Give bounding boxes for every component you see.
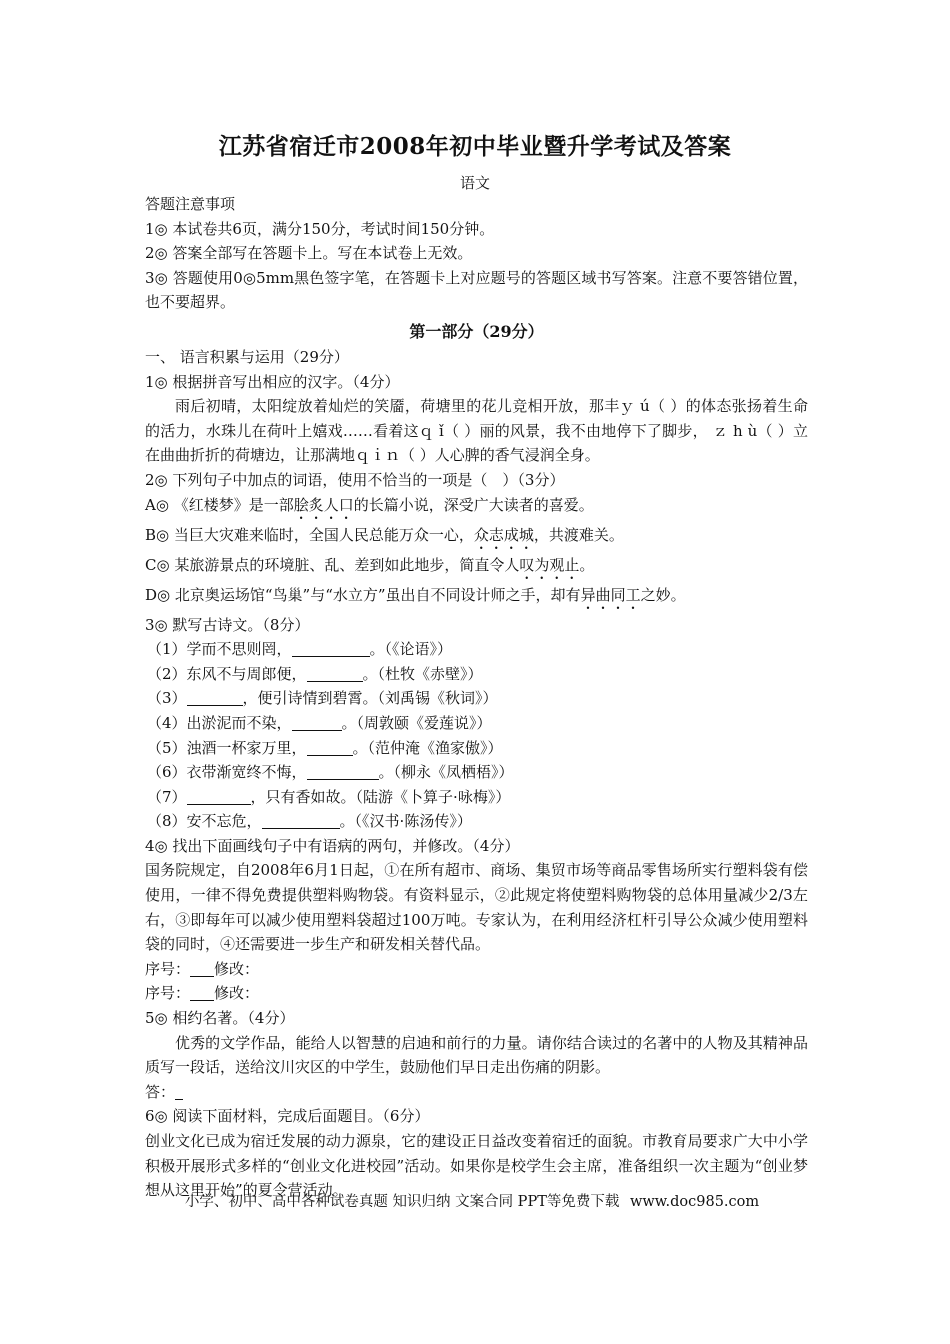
q3-8-text: （8）安不忘危， [147,812,262,831]
part-one-heading: 第一部分（29分） [409,321,544,341]
q2-option-d [145,583,808,613]
q2-stem: 2◎ 下列句子中加点的词语，使用不恰当的一项是（ ）（3分） [145,470,565,489]
q5-answer-row [145,1080,808,1105]
q3-1-blank[interactable] [292,640,370,657]
q4-seq-blank[interactable] [190,984,214,1001]
exam-body [145,192,808,1203]
q3-2-blank[interactable] [307,665,363,682]
q3-7-source: ，只有香如故。（陆游《卜算子·咏梅》） [250,787,511,806]
q2-a-tail: 的长篇小说，深受广大读者的喜爱。 [353,495,594,514]
q4-fix-label: 修改： [214,959,260,978]
q3-5-text: （5）浊酒一杯家万里， [147,738,307,757]
q4-answer-row-1 [145,957,808,982]
q3-6-blank[interactable] [307,763,379,780]
q1-stem: 1◎ 根据拼音写出相应的汉字。（4分） [145,372,400,391]
q5-passage: 优秀的文学作品，能给人以智慧的启迪和前行的力量。请你结合读过的名著中的人物及其精神品质写一段话，送给汶川灾区的中学生，鼓励他们早日走出伤痛的阴影。 [145,1033,808,1077]
q3-line-8 [145,809,808,834]
q2-a-dotted: 脍炙人口 [293,495,354,514]
q3-2-source: 。（杜牧《赤壁》） [362,664,483,683]
q2-c-text: C◎ 某旅游景点的环境脏、乱、差到如此地步，简直令人 [145,555,520,574]
q3-5-source: 。（范仲淹《渔家傲》） [352,738,503,757]
q3-8-source: 。（《汉书·陈汤传》） [339,812,472,831]
q6-stem: 6◎ 阅读下面材料，完成后面题目。（6分） [145,1107,430,1126]
q6-passage: 创业文化已成为宿迁发展的动力源泉，它的建设正日益改变着宿迁的面貌。市教育局要求广大中小学积极开展形式多样的“创业文化进校园”活动。如果你是校学生会主席，准备组织一次主题为“创业梦想从这里开始”的夏令营活动。 [145,1132,808,1200]
q3-line-6 [145,760,808,785]
q3-2-text: （2）东风不与周郎便， [147,664,307,683]
q3-line-5 [145,736,808,761]
q3-7-text: （7） [147,787,187,806]
q3-6-text: （6）衣带渐宽终不悔， [147,763,307,782]
q4-seq-blank[interactable] [190,960,214,977]
q4-stem: 4◎ 找出下面画线句子中有语病的两句，并修改。（4分） [145,836,520,855]
q5-answer-blank[interactable] [175,1083,183,1100]
page-footer [0,1190,950,1211]
subject-subtitle: 语文 [459,174,490,192]
q2-c-tail: 。 [579,555,595,574]
notes-heading: 答题注意事项 [145,195,236,213]
q4-seq-label: 序号： [145,984,191,1003]
q4-answer-row-2 [145,981,808,1006]
q3-line-7 [145,785,808,810]
q3-3-source: ，便引诗情到碧霄。（刘禹锡《秋词》） [242,689,498,708]
note-2: 2◎ 答案全部写在答题卡上。写在本试卷上无效。 [145,244,473,263]
page-title: 江苏省宿迁市2008年初中毕业暨升学考试及答案 [218,133,732,160]
q2-d-tail: 之妙。 [640,585,686,604]
q4-seq-label: 序号： [145,959,191,978]
q3-line-1 [145,637,808,662]
q3-4-text: （4）出淤泥而不染， [147,713,292,732]
q2-option-b [145,523,808,553]
footer-text: 小学、初中、高中各种试卷真题 知识归纳 文案合同 PPT等免费下载 [184,1194,620,1210]
q3-1-text: （1）学而不思则罔， [147,640,292,659]
q3-7-blank[interactable] [187,788,251,805]
q5-answer-label: 答： [145,1082,176,1101]
q3-3-blank[interactable] [187,689,243,706]
q3-6-source: 。（柳永《凤栖梧》） [378,763,514,782]
q3-1-source: 。（《论语》） [369,640,453,659]
footer-link[interactable]: www.doc985.com [629,1194,760,1210]
q2-c-dotted: 叹为观止 [519,555,580,574]
q3-line-3 [145,686,808,711]
q4-fix-label: 修改： [214,984,260,1003]
q2-option-c [145,553,808,583]
q2-d-text: D◎ 北京奥运场馆“鸟巢”与“水立方”虽出自不同设计师之手，却有 [145,585,581,604]
q1-passage: 雨后初晴，太阳绽放着灿烂的笑靥，荷塘里的花儿竞相开放，那丰ｙ ú（ ）的体态张扬着生命的活力，水珠儿在荷叶上嬉戏……看着这ｑ ǐ（ ）丽的风景，我不由地停下了脚步， ｚ h ù（ ）立在曲曲折折的荷塘边，让那满地ｑｉｎ（ ）人心脾的香气浸润全身。 [145,397,808,465]
q5-stem: 5◎ 相约名著。（4分） [145,1009,295,1028]
note-3: 3◎ 答题使用0◎5mm黑色签字笔，在答题卡上对应题号的答题区域书写答案。注意不要答错位置，也不要超界。 [145,268,808,312]
section-one-heading: 一、 语言积累与运用（29分） [145,347,349,366]
q2-b-dotted: 众志成城 [473,525,534,544]
q3-4-source: 。（周敦颐《爱莲说》） [341,713,492,732]
q2-b-text: B◎ 当巨大灾难来临时，全国人民总能万众一心， [145,525,474,544]
q2-a-text: A◎ 《红楼梦》是一部 [145,495,294,514]
q3-line-4 [145,711,808,736]
q3-line-2 [145,662,808,687]
q2-d-dotted: 异曲同工 [580,585,641,604]
q4-passage: 国务院规定，自2008年6月1日起，①在所有超市、商场、集贸市场等商品零售场所实行塑料袋有偿使用，一律不得免费提供塑料购物袋。有资料显示，②此规定将使塑料购物袋的总体用量减少2/3左右，③即每年可以减少使用塑料袋超过100万吨。专家认为，在利用经济杠杆引导公众减少使用塑料袋的同时，④还需要进一步生产和研发相关替代品。 [145,861,808,954]
q3-3-text: （3） [147,689,187,708]
q2-b-tail: ，共渡难关。 [533,525,624,544]
q2-option-a [145,493,808,523]
q3-8-blank[interactable] [262,812,340,829]
q3-stem: 3◎ 默写古诗文。（8分） [145,615,310,634]
q3-4-blank[interactable] [292,714,342,731]
q3-5-blank[interactable] [307,739,353,756]
note-1: 1◎ 本试卷共6页，满分150分，考试时间150分钟。 [145,219,495,238]
